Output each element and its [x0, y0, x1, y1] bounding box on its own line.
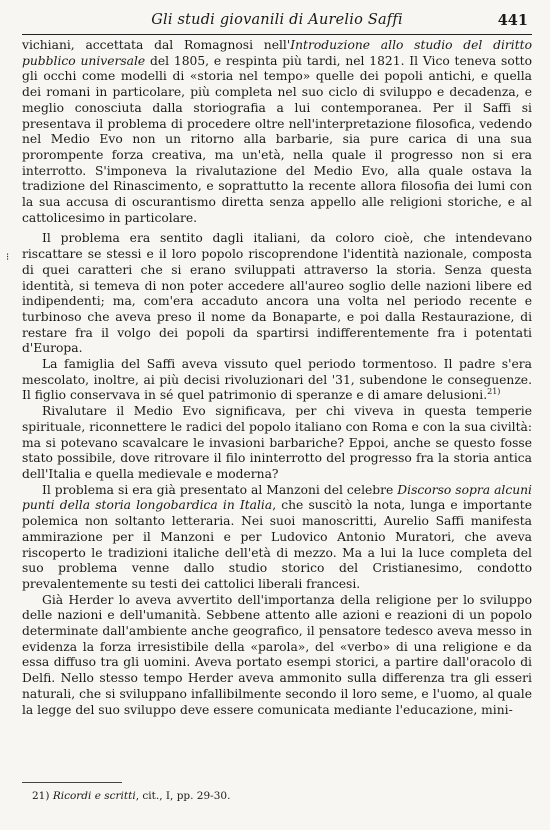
paragraph	[22, 593, 532, 719]
paragraph	[22, 231, 532, 357]
text-run: , che suscitò la nota, lunga e importante polemica non soltanto letteraria. Nei suoi manoscritti, Aurelio Saffi manifesta ammirazione per il Manzoni e per Ludovico Antonio Muratori, che aveva riscoperto le tradizioni italiche dell'età di mezzo. Ma a lui la luce completa del suo problema venne dallo studio storico del Cristianesimo, condotto prevalentemente su testi dei cattolici liberali francesi.	[22, 498, 532, 591]
text-run: Rivalutare il Medio Evo significava, per chi viveva in questa temperie spirituale, riconnettere le radici del popolo italiano con Roma e con la sua civiltà: ma si potevano scavalcare le invasioni barbariche? Eppoi, anche se questo fosse stato possibile, dove ritrovare il filo ininterrotto del progresso fra la storia antica dell'Italia e quella medievale e moderna?	[22, 404, 532, 481]
italic-text: Discorso sopra alcuni punti della storia longobardica in Italia	[22, 482, 532, 513]
text-run: vichiani, accettata dal Romagnosi nell'	[22, 38, 291, 52]
margin-mark: ⁝	[6, 252, 10, 263]
paragraph	[22, 483, 532, 593]
text-run: La famiglia del Saffi aveva vissuto quel periodo tormentoso. Il padre s'era mescolato, inoltre, ai più decisi rivoluzionari del '31, subendone le conseguenze. Il figlio conservava in sé quel patrimonio di speranze e di amare delusioni.	[22, 357, 532, 403]
italic-text: Ricordi e scritti	[52, 790, 136, 802]
text-run: Il problema si era già presentato al Manzoni del celebre	[42, 482, 398, 497]
footnote-number: 21)	[32, 790, 50, 802]
text-run: Il problema era sentito dagli italiani, da coloro cioè, che intendevano riscattare se stessi e il loro popolo riscoprendone l'identità nazionale, composta di quei caratteri che si erano sviluppati attraverso la storia. Senza questa identità, si temeva di non poter accedere all'aureo soglio delle nazioni libere ed indipendenti; ma, com'era accaduto ancora una volta nel periodo recente e turbinoso che aveva preso il nome da Bonaparte, e poi dalla Restaurazione, di restare fra il volgo dei popoli da spartirsi indifferentemente fra i potentati d'Europa.	[22, 231, 532, 356]
running-header	[22, 8, 532, 35]
footnote-ref: 21)	[487, 387, 501, 397]
page-number: 441	[497, 12, 528, 29]
footnote-text	[49, 790, 230, 802]
text-run: , cit., I, pp. 29-30.	[135, 790, 231, 802]
footnote	[32, 790, 230, 803]
italic-text: Introduzione allo studio del diritto pubblico universale	[22, 38, 533, 68]
paragraph	[22, 357, 532, 404]
paragraph	[22, 404, 532, 483]
running-title: Gli studi giovanili di Aurelio Saffi	[151, 12, 403, 28]
text-run: del 1805, e respinta più tardi, nel 1821. Il Vico teneva sotto gli occhi come modelli di «storia nel tempo» quelle dei popoli antichi, e quella dei romani in particolare, più completa nel suo ciclo di sviluppo e decadenza, e meglio conosciuta dalla storiografia a lui contemporanea. Per il Saffi si presentava il problema di procedere oltre nell'interpretazione filosofica, vedendo nel Medio Evo non un ritorno alla barbarie, sia pure carica di una sua prorompente forza creativa, ma un'età, nella quale il progresso non si era interrotto. S'imponeva la rivalutazione del Medio Evo, alla quale ostava la tradizione del Rinascimento, e soprattutto la recente allora filosofia dei lumi con la sua accusa di oscurantismo diretta senza appello alle religioni storiche, e al cattolicesimo in particolare.	[22, 53, 533, 225]
paragraph	[22, 38, 532, 226]
body-text	[22, 38, 532, 718]
text-run: Già Herder lo aveva avvertito dell'importanza della religione per lo sviluppo delle nazioni e dell'umanità. Sebbene attento alle azioni e reazioni di un popolo determinate dall'ambiente anche geografico, il pensatore tedesco aveva messo in evidenza la forza irresistibile della «parola», del «verbo» di una religione e da essa diffuso tra gli uomini. Aveva portato esempi storici, a partire dall'oracolo di Delfi. Nello stesso tempo Herder aveva ammonito sulla differenza tra gli esseri naturali, che si sviluppano infallibilmente secondo il loro seme, e l'uomo, al quale la legge del suo sviluppo deve essere comunicata mediante l'educazione, mini-	[22, 592, 532, 717]
footnote-separator	[22, 782, 122, 783]
